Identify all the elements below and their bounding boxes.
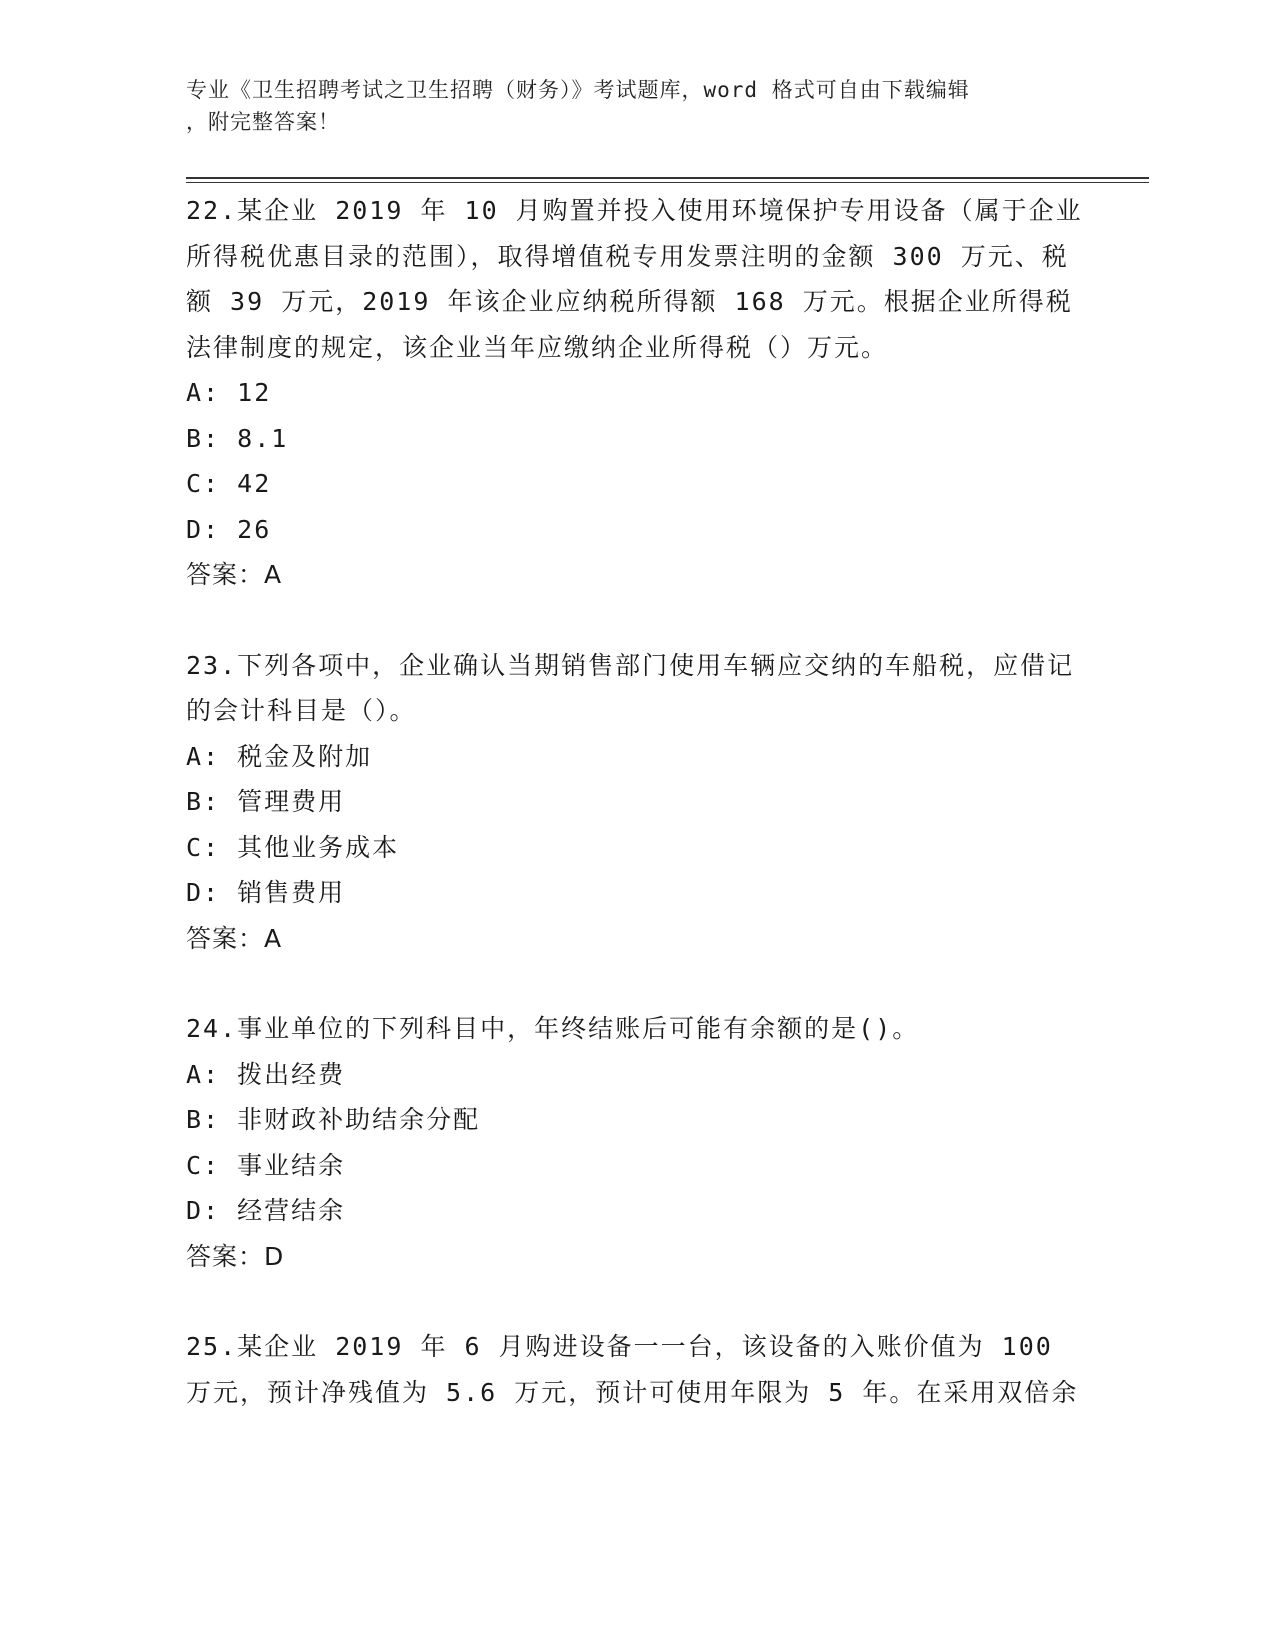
option-c: C: 其他业务成本: [186, 832, 400, 862]
question-stem: 22.某企业 2019 年 10 月购置并投入使用环境保护专用设备（属于企业所得税优惠目录的范围），取得增值税专用发票注明的金额 300 万元、税额 39 万元，2019 年该企业应纳税所得额 168 万元。根据企业所得税法律制度的规定，该企业当年应缴纳企业所得税（）万元。: [186, 196, 1083, 362]
option-d: D: 26: [186, 514, 272, 544]
header-divider-thin: [186, 182, 1149, 183]
option-a: A: 12: [186, 378, 272, 407]
answer-line: 答案：D: [186, 1241, 285, 1271]
question-stem: 25.某企业 2019 年 6 月购进设备一一台，该设备的入账价值为 100 万元，预计净残值为 5.6 万元，预计可使用年限为 5 年。在采用双倍余: [186, 1332, 1079, 1407]
header-line-1: 专业《卫生招聘考试之卫生招聘（财务）》考试题库，word 格式可自由下载编辑: [186, 78, 970, 102]
option-d: D: 经营结余: [186, 1196, 346, 1225]
option-a: A: 税金及附加: [186, 741, 373, 771]
option-a: A: 拨出经费: [186, 1059, 346, 1089]
question-22: [186, 188, 1086, 598]
header-line-2: ，附完整答案！: [186, 110, 340, 134]
question-23: [186, 643, 1086, 962]
option-b: B: 管理费用: [186, 787, 346, 816]
document-header: [186, 74, 1086, 138]
option-b: B: 8.1: [186, 423, 289, 453]
question-25: [186, 1324, 1086, 1415]
option-b: B: 非财政补助结余分配: [186, 1105, 481, 1134]
question-stem: 24.事业单位的下列科目中，年终结账后可能有余额的是()。: [186, 1014, 920, 1043]
question-list: [186, 188, 1086, 1460]
question-stem: 23.下列各项中，企业确认当期销售部门使用车辆应交纳的车船税，应借记的会计科目是（）。: [186, 650, 1075, 725]
option-c: C: 事业结余: [186, 1150, 346, 1180]
answer-line: 答案：A: [186, 560, 283, 589]
header-divider-thick: [186, 177, 1149, 179]
option-c: C: 42: [186, 469, 272, 498]
question-24: [186, 1006, 1086, 1279]
answer-line: 答案：A: [186, 923, 283, 953]
option-d: D: 销售费用: [186, 878, 346, 907]
